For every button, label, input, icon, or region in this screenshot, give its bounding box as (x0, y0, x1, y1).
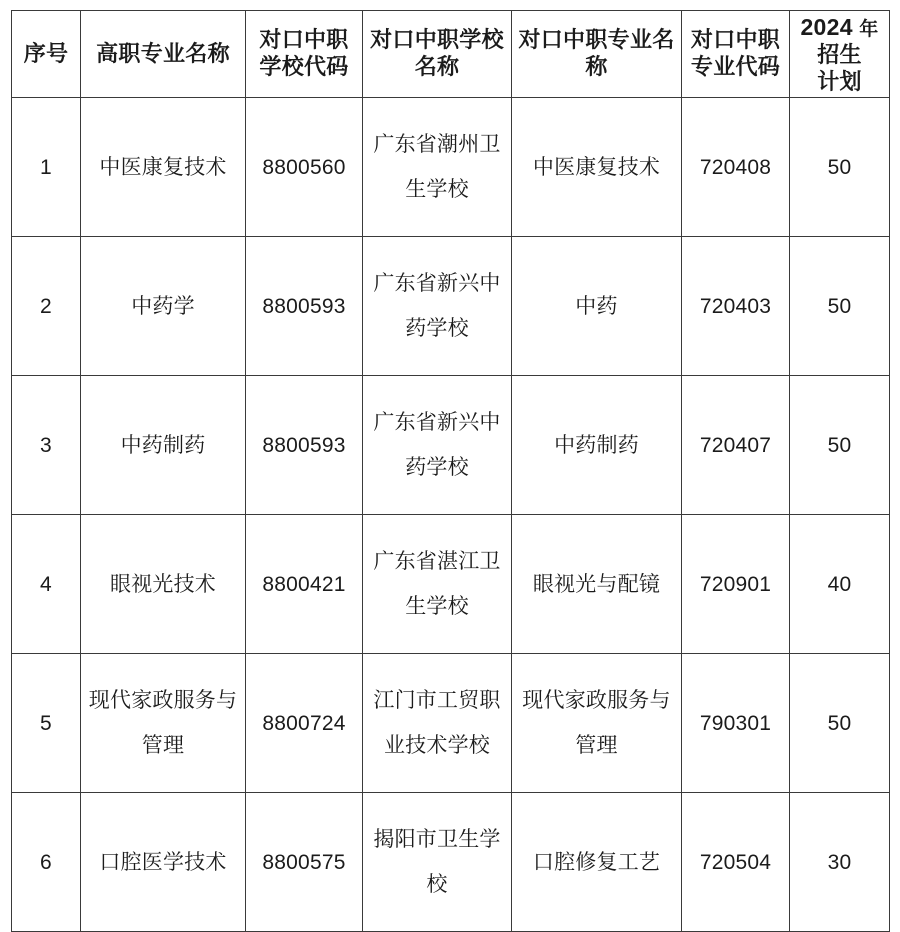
column-header-school-code (246, 11, 363, 98)
cell-major-name (512, 237, 682, 376)
column-header-plan-year-suffix: 年 (859, 19, 879, 40)
cell-school-name-text: 广东省潮州卫生学校 (373, 133, 501, 202)
cell-major-name (512, 98, 682, 237)
cell-plan (790, 98, 890, 237)
cell-school-code (246, 376, 363, 515)
column-header-seq-label: 序号 (23, 40, 69, 66)
cell-seq (12, 654, 81, 793)
cell-seq-text: 2 (40, 294, 52, 318)
cell-major (81, 654, 246, 793)
admission-plan-table (11, 10, 890, 932)
cell-major-text: 中药制药 (120, 433, 206, 457)
cell-major-code (682, 654, 790, 793)
column-header-plan (790, 11, 890, 98)
cell-school-name (363, 376, 512, 515)
cell-school-code-text: 8800593 (262, 433, 346, 457)
cell-major-name (512, 793, 682, 932)
table-row (12, 515, 890, 654)
cell-major-text: 口腔医学技术 (99, 850, 227, 874)
cell-major-name (512, 376, 682, 515)
cell-major-code-text: 720504 (699, 850, 772, 874)
cell-school-name (363, 654, 512, 793)
cell-seq-text: 5 (40, 711, 52, 735)
cell-major-code (682, 515, 790, 654)
cell-major-name-text: 口腔修复工艺 (532, 850, 661, 874)
cell-plan-text: 50 (827, 433, 852, 457)
cell-major (81, 237, 246, 376)
cell-seq-text: 1 (40, 155, 52, 179)
cell-major-code-text: 720407 (699, 433, 772, 457)
cell-major-code-text: 720408 (699, 155, 772, 179)
cell-plan (790, 376, 890, 515)
cell-school-code (246, 793, 363, 932)
cell-school-name (363, 515, 512, 654)
cell-plan-text: 50 (827, 155, 852, 179)
table-row (12, 376, 890, 515)
cell-major-code-text: 790301 (699, 711, 772, 735)
cell-major-code (682, 376, 790, 515)
header-row (12, 11, 890, 98)
cell-major-text: 中医康复技术 (99, 155, 227, 179)
column-header-major-code (682, 11, 790, 98)
cell-school-name-text: 广东省新兴中药学校 (373, 411, 501, 480)
cell-school-code (246, 515, 363, 654)
cell-major-code-text: 720901 (699, 572, 772, 596)
cell-seq (12, 376, 81, 515)
cell-plan-text: 30 (827, 850, 852, 874)
cell-major-name (512, 515, 682, 654)
column-header-school-name (363, 11, 512, 98)
cell-major-code (682, 237, 790, 376)
cell-major-name-text: 中医康复技术 (532, 155, 661, 179)
cell-school-name (363, 793, 512, 932)
cell-seq (12, 515, 81, 654)
cell-major-text: 眼视光技术 (110, 572, 216, 596)
cell-plan-text: 40 (827, 572, 852, 596)
cell-plan (790, 237, 890, 376)
cell-plan-text: 50 (827, 711, 852, 735)
table-row (12, 793, 890, 932)
cell-plan (790, 654, 890, 793)
cell-major-name-text: 中药制药 (554, 433, 639, 457)
cell-major (81, 376, 246, 515)
column-header-major-name (512, 11, 682, 98)
table-row (12, 237, 890, 376)
column-header-plan-line3: 计划 (817, 68, 862, 94)
cell-school-code (246, 98, 363, 237)
column-header-major-code-label: 对口中职专业代码 (690, 27, 781, 80)
cell-seq-text: 4 (40, 572, 52, 596)
cell-major-text: 现代家政服务与管理 (88, 689, 238, 758)
cell-school-name (363, 237, 512, 376)
cell-school-name-text: 广东省新兴中药学校 (373, 272, 501, 341)
cell-school-code (246, 237, 363, 376)
cell-major (81, 515, 246, 654)
cell-school-name (363, 98, 512, 237)
column-header-major-label: 高职专业名称 (96, 40, 230, 66)
cell-plan-text: 50 (827, 294, 852, 318)
column-header-major-name-label: 对口中职专业名称 (518, 27, 675, 80)
cell-school-code-text: 8800593 (262, 294, 346, 318)
column-header-plan-line2: 招生 (817, 41, 862, 67)
column-header-school-name-label: 对口中职学校名称 (370, 27, 504, 80)
cell-major-code (682, 98, 790, 237)
cell-school-name-text: 广东省湛江卫生学校 (373, 550, 501, 619)
cell-seq (12, 237, 81, 376)
cell-school-code-text: 8800560 (262, 155, 346, 179)
cell-seq-text: 6 (40, 850, 52, 874)
cell-major-name-text: 眼视光与配镜 (532, 572, 661, 596)
cell-school-code-text: 8800724 (262, 711, 346, 735)
column-header-major (81, 11, 246, 98)
cell-major-code (682, 793, 790, 932)
cell-seq (12, 98, 81, 237)
cell-major-name-text: 中药 (575, 294, 618, 318)
table-header (12, 11, 890, 98)
cell-major (81, 98, 246, 237)
cell-major-name (512, 654, 682, 793)
table-row (12, 654, 890, 793)
table-row (12, 98, 890, 237)
cell-major-code-text: 720403 (699, 294, 772, 318)
cell-school-name-text: 江门市工贸职业技术学校 (373, 689, 501, 758)
cell-seq-text: 3 (40, 433, 52, 457)
cell-major-name-text: 现代家政服务与管理 (522, 689, 671, 758)
cell-school-name-text: 揭阳市卫生学校 (373, 828, 501, 897)
cell-school-code-text: 8800421 (262, 572, 346, 596)
cell-school-code (246, 654, 363, 793)
table-body (12, 98, 890, 932)
cell-school-code-text: 8800575 (262, 850, 346, 874)
column-header-plan-year-line (794, 13, 885, 42)
column-header-seq (12, 11, 81, 98)
cell-major-text: 中药学 (131, 294, 195, 318)
cell-major (81, 793, 246, 932)
column-header-school-code-label: 对口中职学校代码 (259, 27, 349, 80)
cell-plan (790, 515, 890, 654)
cell-plan (790, 793, 890, 932)
cell-seq (12, 793, 81, 932)
column-header-plan-year: 2024 (800, 14, 853, 40)
